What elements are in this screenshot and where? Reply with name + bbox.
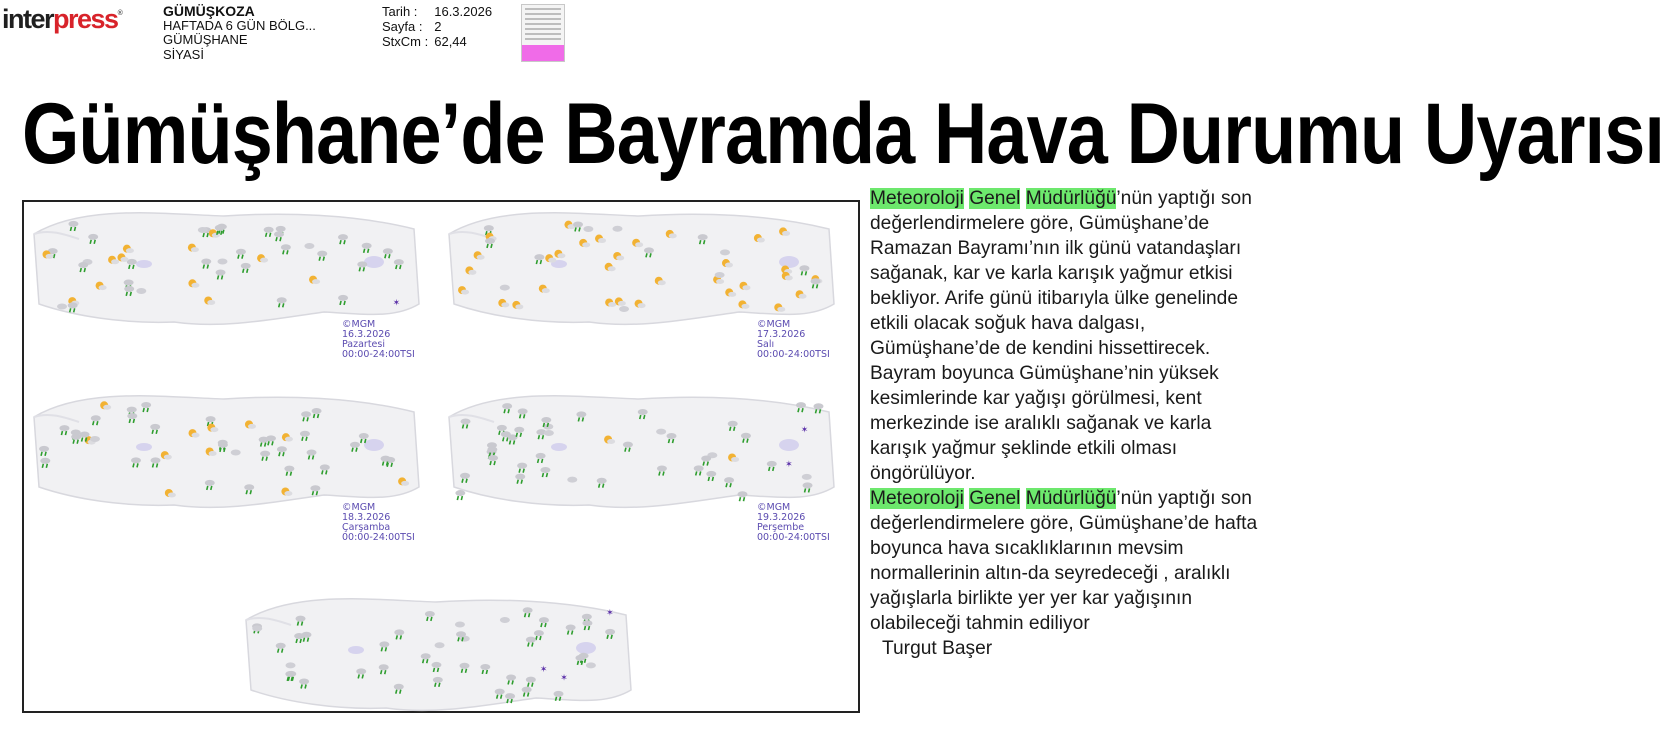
cloud-icon <box>217 258 227 264</box>
highlight-term: Müdürlüğü <box>1025 488 1117 509</box>
snow-icon: ✶ <box>800 425 809 436</box>
weather-map-1 <box>34 213 419 360</box>
weather-maps-image <box>22 200 860 713</box>
cloud-icon <box>435 642 445 648</box>
cloud-icon <box>57 304 67 310</box>
map-day-label: Pazartesi <box>342 339 385 350</box>
snow-icon: ✶ <box>560 673 568 684</box>
cloud-icon <box>544 430 554 436</box>
weather-map-2 <box>449 213 834 360</box>
highlight-term: Genel <box>969 188 1021 209</box>
cloud-icon <box>715 272 725 278</box>
cloud-icon <box>802 474 812 480</box>
cloud-icon <box>136 288 146 294</box>
snow-icon: ✶ <box>539 665 548 676</box>
headline <box>22 72 1664 196</box>
publication-city: GÜMÜŞHANE <box>163 32 248 47</box>
highlight-term: Meteoroloji <box>870 188 964 209</box>
map-source-label: ©MGM <box>757 502 791 513</box>
rain-cloud-icon <box>455 490 465 500</box>
map-day-label: Çarşamba <box>342 522 391 533</box>
date-value: 16.3.2026 <box>434 4 493 19</box>
cloud-icon <box>500 617 510 623</box>
stxcm-value: 62,44 <box>434 34 467 49</box>
weather-maps-svg <box>24 202 858 711</box>
cloud-icon <box>567 477 577 483</box>
publication-frequency: HAFTADA 6 GÜN BÖLG... <box>163 17 316 33</box>
paragraph-text: ’nün yaptığı son değerlendirmelere göre, Gümüşhane’de hafta boyunca hava sıcaklıklarının mevsim normallerinin altın-da seyredeceği , aralıklı yağışlarla birlikte yer yer kar yağışının olabileceği tahmin ediliyor <box>870 488 1258 634</box>
map-date-label: 19.3.2026 <box>757 512 806 523</box>
cloud-icon <box>252 625 262 631</box>
cloud-icon <box>656 429 666 435</box>
map-hours-label: 00:00-24:00TSI <box>757 532 830 543</box>
clip-meta <box>382 4 498 49</box>
highlight-term: Müdürlüğü <box>1025 188 1117 209</box>
snow-icon: ✶ <box>606 608 614 619</box>
cloud-icon <box>612 226 622 232</box>
paragraph-text: ’nün yaptığı son değerlendirmelere göre, Gümüşhane’de Ramazan Bayramı’nın ilk günü vatandaşları sağanak, kar ve karla karışık yağmur etkisi bekliyor. Arife günü itibarıyla ülke genelinde etkili olacak soğuk hava dalgası, Gümüşhane’de de kendini hissettirecek. <box>870 188 1252 359</box>
publication-name: GÜMÜŞKOZA <box>163 3 255 19</box>
cloud-icon <box>198 227 208 233</box>
map-day-label: Perşembe <box>757 522 805 533</box>
map-date-label: 17.3.2026 <box>757 329 806 340</box>
highlight-term: Genel <box>969 488 1021 509</box>
article-paragraph-2: Bayram boyunca Gümüşhane’nin yüksek kesimlerinde kar yağışı görülmesi, kent merkezinde ise aralıklı sağanak ve karla karışık yağmur şeklinde etkili olması öngörülüyor. <box>870 363 1219 484</box>
page-label: Sayfa : <box>382 19 423 34</box>
publication-info <box>163 4 316 62</box>
highlight-term: Meteoroloji <box>870 488 964 509</box>
article-paragraph-3 <box>870 486 1272 636</box>
snow-icon: ✶ <box>785 460 793 471</box>
page-value: 2 <box>434 19 442 34</box>
cloud-icon <box>720 249 730 255</box>
date-label: Tarih : <box>382 4 418 19</box>
map-hours-label: 00:00-24:00TSI <box>342 532 415 543</box>
article-paragraph-1 <box>870 186 1272 361</box>
cloud-icon <box>286 662 296 668</box>
cloud-icon <box>231 450 241 456</box>
publication-category: SİYASİ <box>163 46 204 62</box>
cloud-icon <box>583 226 593 232</box>
rain-cloud-icon <box>737 491 747 501</box>
page-thumbnail[interactable] <box>521 4 565 62</box>
weather-map-4 <box>449 396 834 543</box>
map-date-label: 18.3.2026 <box>342 512 391 523</box>
cloud-icon <box>586 662 596 668</box>
map-source-label: ©MGM <box>342 502 376 513</box>
weather-map-5 <box>246 599 631 711</box>
stxcm-label: StxCm : <box>382 34 429 49</box>
cloud-icon <box>304 243 314 249</box>
cloud-icon <box>500 285 510 291</box>
map-day-label: Salı <box>757 339 775 350</box>
cloud-icon <box>619 306 629 312</box>
map-hours-label: 00:00-24:00TSI <box>342 349 415 360</box>
weather-map-3 <box>34 396 419 543</box>
map-source-label: ©MGM <box>757 319 791 330</box>
interpress-logo: interpress® <box>2 4 123 34</box>
map-source-label: ©MGM <box>342 319 376 330</box>
article-body <box>870 186 1272 661</box>
cloud-icon <box>455 621 465 627</box>
thumbnail-highlight <box>522 45 564 61</box>
cloud-icon <box>90 436 100 442</box>
map-hours-label: 00:00-24:00TSI <box>757 349 830 360</box>
snow-icon: ✶ <box>392 298 401 309</box>
map-date-label: 16.3.2026 <box>342 329 391 340</box>
author: Turgut Başer <box>882 638 993 659</box>
headline-text: Gümüşhane’de Bayramda Hava Durumu Uyarısı <box>22 86 1664 182</box>
